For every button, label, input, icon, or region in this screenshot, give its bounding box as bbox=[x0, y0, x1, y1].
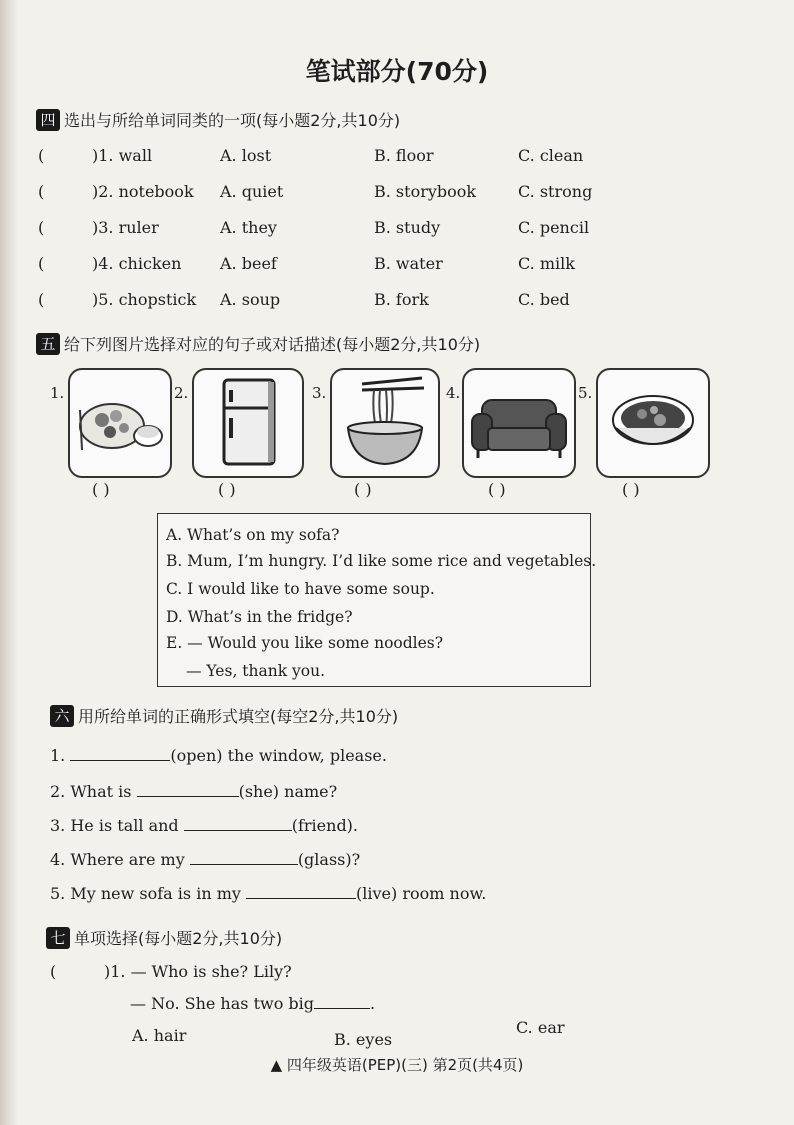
s4-question-2 bbox=[38, 182, 758, 208]
section-5-title: 给下列图片选择对应的句子或对话描述(每小题2分,共10分) bbox=[64, 335, 481, 354]
option-c: C. bed bbox=[518, 290, 570, 309]
answer-blank[interactable] bbox=[137, 782, 239, 797]
picture-number: 5. bbox=[578, 384, 593, 402]
answer-paren[interactable]: ( ) bbox=[92, 480, 110, 499]
option-c: C. clean bbox=[518, 146, 584, 165]
option-c: C. pencil bbox=[518, 218, 590, 237]
picture-row bbox=[48, 366, 728, 506]
option-b: B. water bbox=[374, 254, 443, 273]
s7-question-1-reply bbox=[130, 994, 375, 1013]
question-hint: (she) name? bbox=[238, 782, 338, 801]
option-a: A. lost bbox=[220, 146, 272, 165]
s6-question-5 bbox=[50, 884, 486, 903]
reply-text: — No. She has two big bbox=[130, 994, 315, 1013]
question-prefix: 1. bbox=[50, 746, 71, 765]
option-b: B. storybook bbox=[374, 182, 477, 201]
question-word: )2. notebook bbox=[92, 182, 194, 201]
reply-end: . bbox=[370, 994, 376, 1013]
section-6-title: 用所给单词的正确形式填空(每空2分,共10分) bbox=[78, 707, 399, 726]
option-b: B. Mum, I’m hungry. I’d like some rice and vegetables. bbox=[166, 552, 597, 570]
answer-paren[interactable]: ( ) bbox=[488, 480, 506, 499]
option-a: A. What’s on my sofa? bbox=[166, 526, 340, 544]
s7-question-1: )1. — Who is she? Lily? bbox=[104, 962, 292, 981]
answer-blank[interactable] bbox=[184, 816, 292, 831]
option-c: C. ear bbox=[516, 1018, 565, 1037]
answer-blank[interactable] bbox=[314, 994, 370, 1009]
option-e-reply: — Yes, thank you. bbox=[186, 662, 326, 680]
section-7-title: 单项选择(每小题2分,共10分) bbox=[74, 929, 283, 948]
answer-paren[interactable]: ( bbox=[38, 146, 45, 165]
s4-question-4 bbox=[38, 254, 758, 280]
question-prefix: 3. He is tall and bbox=[50, 816, 184, 835]
answer-blank[interactable] bbox=[190, 850, 298, 865]
question-hint: (open) the window, please. bbox=[170, 746, 387, 765]
answer-blank[interactable] bbox=[246, 884, 356, 899]
s4-question-3 bbox=[38, 218, 758, 244]
question-hint: (friend). bbox=[291, 816, 359, 835]
question-hint: (glass)? bbox=[297, 850, 361, 869]
fridge-icon bbox=[192, 368, 304, 478]
page-edge-shadow bbox=[0, 0, 18, 1125]
section-6-heading bbox=[50, 704, 398, 727]
section-4-badge: 四 bbox=[36, 109, 60, 131]
option-a: A. quiet bbox=[220, 182, 284, 201]
question-prefix: 4. Where are my bbox=[50, 850, 190, 869]
picture-number: 4. bbox=[446, 384, 461, 402]
question-word: )5. chopstick bbox=[92, 290, 197, 309]
sofa-icon bbox=[462, 368, 576, 478]
option-b: B. study bbox=[374, 218, 441, 237]
option-b: B. floor bbox=[374, 146, 434, 165]
answer-paren[interactable]: ( bbox=[38, 290, 45, 309]
question-prefix: 2. What is bbox=[50, 782, 137, 801]
s4-question-5 bbox=[38, 290, 758, 316]
section-4-heading bbox=[36, 108, 400, 131]
answer-paren[interactable]: ( bbox=[38, 182, 45, 201]
question-word: )4. chicken bbox=[92, 254, 182, 273]
page-footer bbox=[0, 1054, 794, 1075]
s6-question-2 bbox=[50, 782, 337, 801]
option-a: A. they bbox=[220, 218, 277, 237]
option-d: D. What’s in the fridge? bbox=[166, 608, 353, 626]
answer-blank[interactable] bbox=[70, 746, 170, 761]
answer-paren[interactable]: ( bbox=[50, 962, 57, 981]
noodles-bowl-icon bbox=[330, 368, 440, 478]
question-prefix: 5. My new sofa is in my bbox=[50, 884, 247, 903]
section-5-heading bbox=[36, 332, 480, 355]
answer-paren[interactable]: ( ) bbox=[622, 480, 640, 499]
option-c: C. milk bbox=[518, 254, 575, 273]
option-c: C. strong bbox=[518, 182, 593, 201]
option-c: C. I would like to have some soup. bbox=[166, 580, 435, 598]
footer-text: 四年级英语(PEP)(三) 第2页(共4页) bbox=[286, 1056, 524, 1074]
picture-number: 3. bbox=[312, 384, 327, 402]
soup-bowl-icon bbox=[596, 368, 710, 478]
option-a: A. soup bbox=[220, 290, 281, 309]
option-b: B. fork bbox=[374, 290, 429, 309]
page-title: 笔试部分(70分) bbox=[305, 57, 489, 86]
question-word: )3. ruler bbox=[92, 218, 159, 237]
option-a: A. beef bbox=[220, 254, 277, 273]
picture-number: 2. bbox=[174, 384, 189, 402]
s6-question-3 bbox=[50, 816, 358, 835]
sentence-options-box bbox=[157, 513, 597, 687]
section-7-heading bbox=[46, 926, 282, 949]
answer-paren[interactable]: ( ) bbox=[218, 480, 236, 499]
option-b: B. eyes bbox=[334, 1030, 393, 1049]
section-5-badge: 五 bbox=[36, 333, 60, 355]
section-7-badge: 七 bbox=[46, 927, 70, 949]
answer-paren[interactable]: ( bbox=[38, 218, 45, 237]
s6-question-4 bbox=[50, 850, 360, 869]
question-hint: (live) room now. bbox=[356, 884, 487, 903]
section-6-badge: 六 bbox=[50, 705, 74, 727]
s6-question-1 bbox=[50, 746, 387, 765]
option-a: A. hair bbox=[132, 1026, 187, 1045]
question-word: )1. wall bbox=[92, 146, 153, 165]
meal-plate-icon bbox=[68, 368, 172, 478]
section-4-title: 选出与所给单词同类的一项(每小题2分,共10分) bbox=[64, 111, 401, 130]
picture-number: 1. bbox=[50, 384, 65, 402]
answer-paren[interactable]: ( ) bbox=[354, 480, 372, 499]
triangle-logo-icon: ▲ bbox=[270, 1056, 287, 1074]
option-e: E. — Would you like some noodles? bbox=[166, 634, 444, 652]
answer-paren[interactable]: ( bbox=[38, 254, 45, 273]
s4-question-1 bbox=[38, 146, 758, 172]
